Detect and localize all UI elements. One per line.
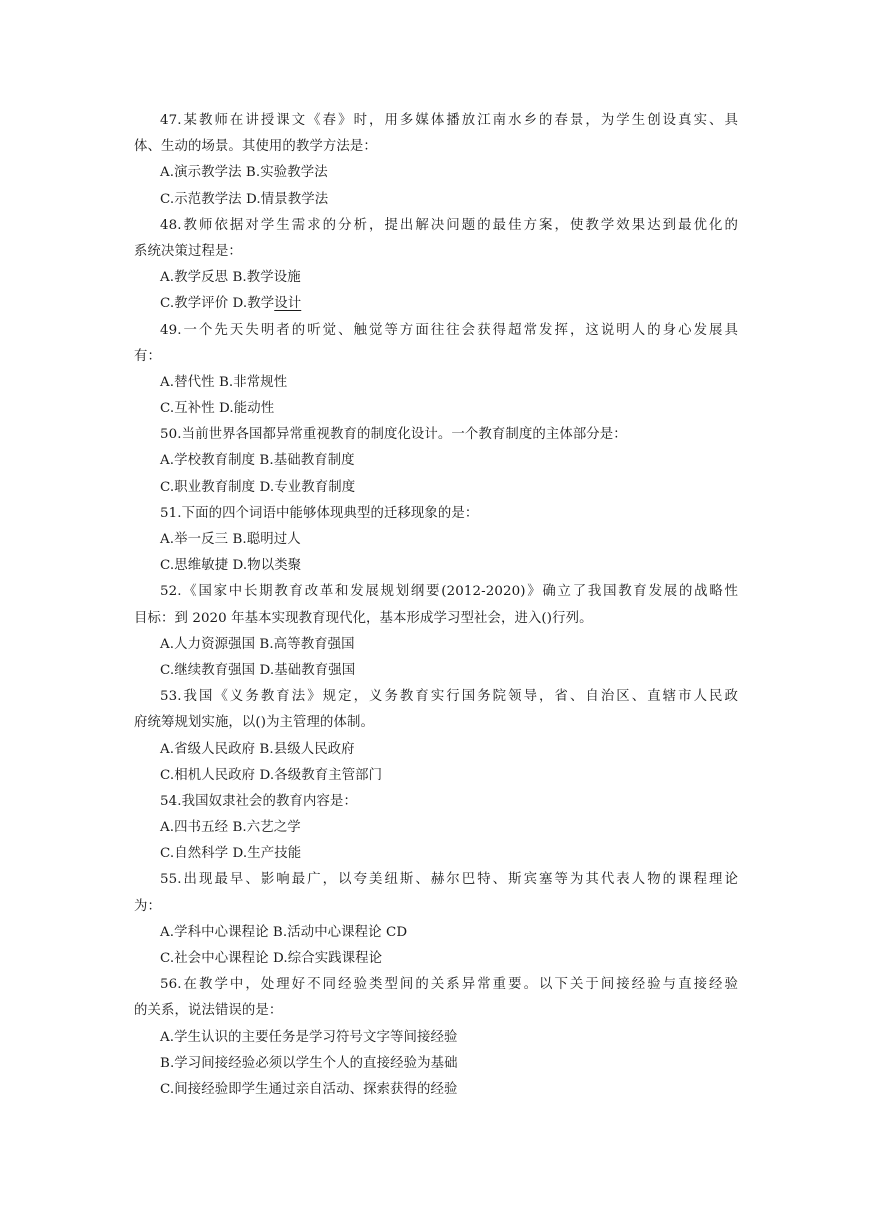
question-52-stem-line-1: 52.《国家中长期教育改革和发展规划纲要(2012-2020)》确立了我国教育发展的战略性 bbox=[160, 584, 738, 600]
question-54-option-ab: A.四书五经 B.六艺之学 bbox=[160, 820, 301, 836]
question-52-stem-line-2: 目标：到 2020 年基本实现教育现代化，基本形成学习型社会，进入()行列。 bbox=[134, 610, 593, 626]
question-56-option-a: A.学生认识的主要任务是学习符号文字等间接经验 bbox=[160, 1029, 458, 1045]
question-54-option-cd: C.自然科学 D.生产技能 bbox=[160, 846, 302, 862]
question-50-option-ab: A.学校教育制度 B.基础教育制度 bbox=[160, 453, 355, 469]
question-48-option-cd-text: C.教学评价 D.教学 bbox=[160, 296, 275, 312]
question-47-stem-line-2: 体、生动的场景。其使用的教学方法是： bbox=[134, 139, 377, 155]
question-50-stem-line-1: 50.当前世界各国都异常重视教育的制度化设计。一个教育制度的主体部分是： bbox=[160, 427, 627, 443]
question-52-option-ab: A.人力资源强国 B.高等教育强国 bbox=[160, 636, 355, 652]
question-56-stem-line-2: 的关系，说法错误的是： bbox=[134, 1003, 283, 1019]
question-56-option-c: C.间接经验即学生通过亲自活动、探索获得的经验 bbox=[160, 1081, 458, 1097]
question-48-stem-line-2: 系统决策过程是： bbox=[134, 243, 242, 259]
question-49-option-ab: A.替代性 B.非常规性 bbox=[160, 374, 288, 390]
question-47-option-cd: C.示范教学法 D.情景教学法 bbox=[160, 191, 329, 207]
question-51-option-ab: A.举一反三 B.聪明过人 bbox=[160, 532, 301, 547]
question-56-stem-line-1: 56.在教学中，处理好不同经验类型间的关系异常重要。以下关于间接经验与直接经验 bbox=[160, 977, 738, 993]
question-56-option-b: B.学习间接经验必须以学生个人的直接经验为基础 bbox=[160, 1055, 458, 1071]
question-48-option-cd bbox=[134, 291, 738, 317]
question-53-stem-line-2: 府统筹规划实施，以()为主管理的体制。 bbox=[134, 715, 374, 731]
question-55-stem-line-1: 55.出现最早、影响最广，以夸美纽斯、赫尔巴特、斯宾塞等为其代表人物的课程理论 bbox=[160, 872, 738, 888]
question-48-stem-line-1: 48.教师依据对学生需求的分析，提出解决问题的最佳方案，使教学效果达到最优化的 bbox=[160, 217, 738, 233]
question-51-stem-line-1: 51.下面的四个词语中能够体现典型的迁移现象的是： bbox=[160, 505, 479, 521]
question-53-option-cd: C.相机人民政府 D.各级教育主管部门 bbox=[160, 767, 383, 783]
question-list bbox=[134, 108, 738, 1103]
question-55-option-ab: A.学科中心课程论 B.活动中心课程论 CD bbox=[160, 924, 408, 940]
question-51-option-cd: C.思维敏捷 D.物以类聚 bbox=[160, 558, 302, 574]
question-52-option-cd: C.继续教育强国 D.基础教育强国 bbox=[160, 662, 356, 678]
underlined-link-text[interactable]: 设计 bbox=[274, 296, 302, 312]
question-54-stem-line-1: 54.我国奴隶社会的教育内容是： bbox=[160, 793, 357, 809]
question-47-option-ab: A.演示教学法 B.实验教学法 bbox=[160, 165, 328, 181]
question-49-stem-line-2: 有： bbox=[134, 348, 161, 364]
question-49-stem-line-1: 49.一个先天失明者的听觉、触觉等方面往往会获得超常发挥，这说明人的身心发展具 bbox=[160, 322, 738, 338]
question-55-stem-line-2: 为： bbox=[134, 898, 161, 914]
question-53-option-ab: A.省级人民政府 B.县级人民政府 bbox=[160, 741, 355, 757]
question-55-option-cd: C.社会中心课程论 D.综合实践课程论 bbox=[160, 951, 383, 966]
question-49-option-cd: C.互补性 D.能动性 bbox=[160, 401, 275, 417]
question-47-stem-line-1: 47.某教师在讲授课文《春》时，用多媒体播放江南水乡的春景，为学生创设真实、具 bbox=[160, 113, 738, 128]
question-50-option-cd: C.职业教育制度 D.专业教育制度 bbox=[160, 479, 356, 495]
question-53-stem-line-1: 53.我国《义务教育法》规定，义务教育实行国务院领导，省、自治区、直辖市人民政 bbox=[160, 689, 738, 705]
question-48-option-ab: A.教学反思 B.教学设施 bbox=[160, 270, 301, 286]
